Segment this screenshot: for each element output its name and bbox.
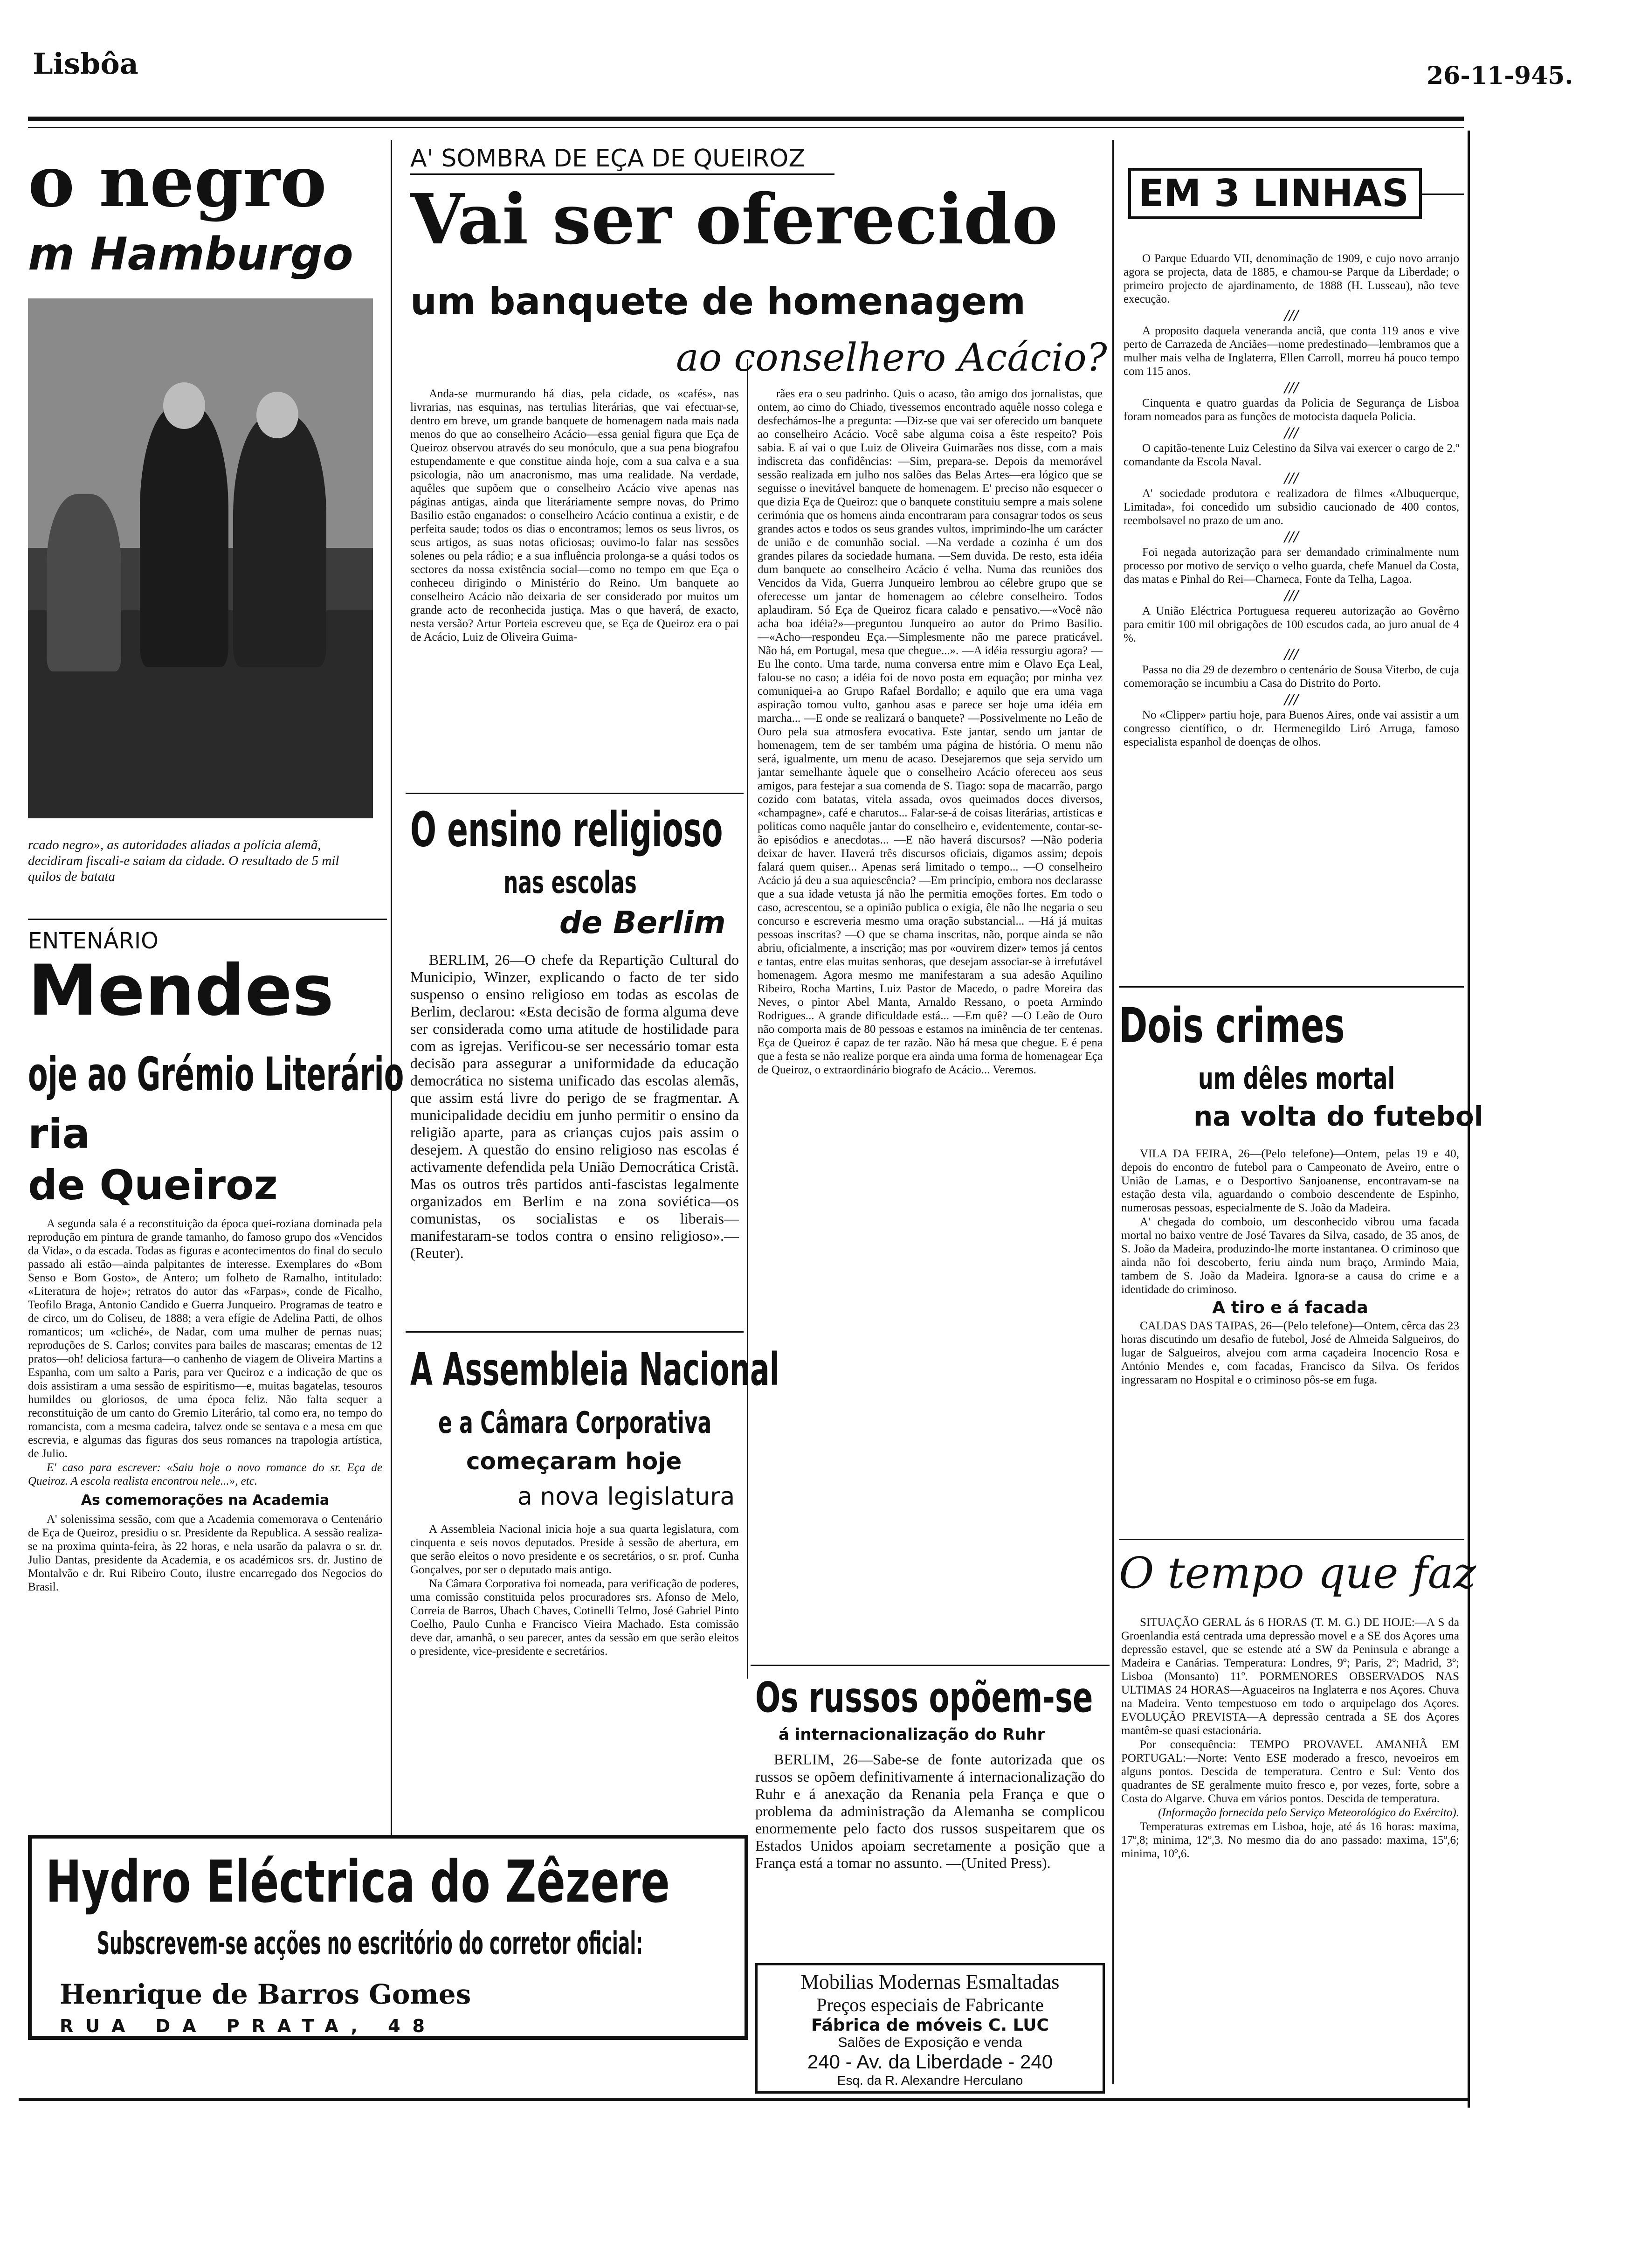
subheadline-berlim: de Berlim bbox=[559, 905, 726, 940]
column-rule bbox=[1112, 140, 1114, 2084]
em3linhas-item: Cinquenta e quatro guardas da Policia de Segurança de Lisboa foram nomeados para as funções de motocista daquela Policia. bbox=[1124, 397, 1459, 423]
photo-caption: rcado negro», as autoridades aliadas a polícia alemã, decidiram fiscali-e saiam da cidade. O resultado de 5 mil quilos de batata bbox=[28, 837, 339, 884]
subheadline-comecaram: começaram hoje bbox=[466, 1448, 682, 1475]
item-separator: /// bbox=[1284, 690, 1298, 709]
section-rule bbox=[28, 919, 387, 920]
subheadline-acacio: ao conselhero Acácio? bbox=[676, 336, 1107, 380]
news-photo bbox=[28, 298, 373, 818]
subheadline-ruhr: á internacionalização do Ruhr bbox=[779, 1725, 1045, 1744]
ad-mobilias bbox=[755, 1963, 1105, 2094]
item-separator: /// bbox=[1284, 378, 1298, 397]
left-top-headline: o negro bbox=[28, 141, 327, 223]
crimes-body: VILA DA FEIRA, 26—(Pelo telefone)—Ontem, pelas 19 e 40, depois do encontro de futebol para o Campeonato de Aveiro, entre o União de Lamas, e o Desportivo Sanjoanense, encontravam-se na estação desta vila, aguardando o comboio descendente de Espinho, numerosas pessoas, especialmente de S. João da Madeira. bbox=[1121, 1148, 1459, 1214]
ad-mobilias-line2: Fábrica de móveis C. LUC bbox=[811, 2016, 1049, 2035]
subheadline-camara: e a Câmara Corporativa bbox=[438, 1406, 712, 1440]
subheadline-futebol: na volta do futebol bbox=[1193, 1100, 1483, 1132]
crimes-body-2: A' chegada do comboio, um desconhecido vibrou uma facada mortal no baixo ventre de José Tavares da Silva, casado, de 35 anos, de S. João da Madeira, produzindo-lhe morte instantanea. O criminoso que ainda não foi descoberto, feriu ainda num braço, Armindo Maia, tambem de S. João da Madeira. Ignora-se a causa do crime e a identidade do criminoso. bbox=[1121, 1216, 1459, 1296]
section-rule bbox=[1119, 986, 1464, 988]
section-rule bbox=[1119, 1539, 1464, 1540]
ad-mobilias-line3: Salões de Exposição e venda bbox=[838, 2035, 1022, 2050]
banquete-text-2: rães era o seu padrinho. Quis o acaso, tão amigo dos jornalistas, que ontem, ao cimo do Chiado, tivessemos encontrado aquêle nosso colega e desfechámos-lhe a pregunta: —Diz-se que vai ser oferecido um banquete ao conselheiro Acácio. Você sabe alguma coisa a êste respeito? Pois sabia. E aí vai o que Luiz de Oliveira Guimarães nos disse, com a mais indiscreta das confidências: —Sim, prepara-se. Depois da memorável sessão realizada em julho nos salões das Belas Artes—era lógico que se seguisse o inevitável banquete de homenagem. E' preciso não esquecer o que dizia Eça de Queiroz: que o banquete constituiu sempre a mais solene cerimónia que os homens ainda encontraram para consagrar todos os seus grandes actos e todos os seus grandes vultos, imprimindo-lhe um carácter de união e de comunhão social. —Na verdade a cozinha é um dos grandes pilares da sociedade humana. —Sem duvida. De resto, esta idéia dum banquete ao conselheiro Acácio é velha. Numa das reuniões dos Vencidos da Vida, Guerra Junqueiro lembrou ao célebre grupo que se oferecesse um jantar de homenagem ao célebre conselheiro. Todos aplaudiram. Só Eça de Queiroz ficara calado e pensativo.—«Você não acha boa idéia?»—preguntou Junqueiro ao autor do Primo Basilio.—«Acho—respondeu Eça.—Simplesmente não me parece praticável. Não há, em Portugal, mesa que chegue...». —A idéia ressurgiu agora? —Eu lhe conto. Uma tarde, numa conversa entre mim e Olavo Eça Leal, falou-se no caso; a idéia foi de novo posta em equação; por minha vez comuniquei-a ao Grupo Rafael Bordallo; e aquilo que era uma vaga aspiração tomou vulto, ganhou asas e parece ser hoje uma idéia em marcha... —E onde se realizará o banquete? —Possivelmente no Leão de Ouro pela sua atmosfera evocativa. Este jantar, sendo um jantar de homenagem, tem de ser também uma página de história. O menu não será, igualmente, um menu de acaso. Desejaremos que seja servido um jantar semelhante àquele que o conselheiro Acácio ofereceu aos seus amigos, para festejar a sua comenda de S. Tiago: sopa de macarrão, pargo cozido com batatas, vitela assada, ovos queimados doces diversos, «champagne», café e charutos... Falar-se-á de coisas literárias, artisticas e politicas como naquêle jantar do conselheiro e, evidentemente, contar-se-ão episódios e anecdotas... —E não haverá discursos? —Não poderia deixar de haver. Haverá três discursos oficiais, digamos assim; depois falará quem quiser... Apenas será limitado o tempo... —O conselheiro Acácio já deu a sua aquiescência? —Em princípio, embora nos declarasse que a sua idade vetusta já não lhe permitia emoções fortes. Em todo o caso, acrescentou, se a opinião publica o exigia, êle não lhe negaria o seu concurso e escreveria mesmo uma oração substancial... —Há já muitas pessoas inscritas? —O que se chama inscritas, não, porque ainda se não abriu, oficialmente, a inscrição; mas por «ouvirem dizer» temos já centos e tantas, entre elas muitas senhoras, que desejam associar-se à irrefutável homenagem. Agora mesmo me manifestaram a sua adesão Aquilino Ribeiro, Rocha Martins, Luiz Pastor de Macedo, o padre Moreira das Neves, o pintor Abel Manta, Arnaldo Ressano, o poeta Armindo Rodrigues... A grande dificuldade está... —Em quê? —O Leão de Ouro não comporta mais de 80 pessoas e estamos na iminência de ter centenas. Eça de Queiroz é capaz de ter razão. Não há mesa que chegue. E é pena que a festa se não realize porque era ainda uma forma de homenagear Eça de Queiroz, o extraordinário biografo de Acácio... Veremos. bbox=[758, 387, 1103, 1076]
headline-gremio: oje ao Grémio Literário bbox=[28, 1047, 404, 1101]
tempo-body: SITUAÇÃO GERAL ás 6 HORAS (T. M. G.) DE HOJE:—A S da Groenlandia está centrada uma depressão movel e a SE dos Açores uma depressão estavel, que se estende até a SW da Peninsula e abrange a Madeira e Canárias. Temperatura: Londres, 9º; Paris, 2º; Madrid, 3º; Lisboa (Monsanto) 11º. PORMENORES OBSERVADOS NAS ULTIMAS 24 HORAS—Aguaceiros na Inglaterra e nos Açores. Chuva na Madeira. Vento tempestuoso em todo o arquipelago dos Açores. EVOLUÇÃO PREVISTA—A depressão centrada a SE dos Açores mantêm-se quasi estacionária. bbox=[1121, 1616, 1459, 1737]
em3linhas-title: EM 3 LINHAS bbox=[1138, 172, 1409, 215]
crimes-body-3: CALDAS DAS TAIPAS, 26—(Pelo telefone)—Ontem, cêrca das 23 horas discutindo um desafio de futebol, José de Almeida Salgueiros, do lugar de Salgueiros, alvejou com arma caçadeira Inocencio Rosa e António Mendes e, com facadas, Francisco da Silva. Os feridos ingressaram no Hospital e o criminoso pôs-se em fuga. bbox=[1121, 1320, 1459, 1386]
kicker-centenario: ENTENÁRIO bbox=[28, 928, 159, 954]
em3linhas-item: A União Eléctrica Portuguesa requereu autorização ao Govêrno para emitir 100 mil obrigações de 100 escudos cada, ao juro anual de 4 %. bbox=[1124, 605, 1459, 644]
crimes-subhead: A tiro e á facada bbox=[1212, 1298, 1368, 1317]
page-bottom-rule bbox=[19, 2098, 1469, 2101]
em3linhas-item: A' sociedade produtora e realizadora de filmes «Albuquerque, Limitada», foi concedido um subsidio caucionado de 400 contos, reembolsavel no prazo de um ano. bbox=[1124, 487, 1459, 527]
item-separator: /// bbox=[1284, 527, 1298, 546]
headline-russos: Os russos opõem-se bbox=[755, 1674, 1093, 1722]
tempo-article bbox=[1121, 1616, 1459, 2087]
column-rule bbox=[747, 359, 748, 1679]
subheadline-banquete: um banquete de homenagem bbox=[410, 280, 1026, 323]
em3linhas-item: Passa no dia 29 de dezembro o centenário de Sousa Viterbo, de cuja comemoração se incumbiu a Casa do Distrito do Porto. bbox=[1124, 664, 1459, 690]
tempo-body-3: Temperaturas extremas em Lisboa, hoje, até ás 16 horas: maxima, 17º,8; minima, 12º,3. No mesmo dia do ano passado: maxima, 15º,6; minima, 10º,6. bbox=[1121, 1820, 1459, 1860]
item-separator: /// bbox=[1284, 423, 1298, 442]
em3linhas-list bbox=[1124, 252, 1459, 984]
headline-queiroz: de Queiroz bbox=[28, 1161, 278, 1209]
ad-hydro-line2: Henrique de Barros Gomes bbox=[60, 1978, 471, 2010]
academia-body: A' solenissima sessão, com que a Academia comemorava o Centenário de Eça de Queiroz, presidiu o sr. Presidente da Republica. A sessão realiza-se na proxima quinta-feira, às 22 horas, e nela usarão da palavra o sr. dr. Julio Dantas, presidente da Academia, e os académicos srs. dr. Justino de Montalvão e dr. Rui Ribeiro Couto, ilustre encarregado dos Negocios do Brasil. bbox=[28, 1513, 382, 1593]
banquete-col-1 bbox=[410, 387, 739, 786]
headline-ria: ria bbox=[28, 1110, 90, 1158]
ensino-body: BERLIM, 26—O chefe da Repartição Cultural do Municipio, Winzer, explicando o facto de ter sido suspenso o ensino religioso em todas as escolas de Berlim, declarou: «Esta decisão de forma alguma deve ser considerada como uma atitude de hostilidade para com as igrejas. Verificou-se ser necessário tomar esta decisão para assegurar a uniformidade da educação democrática no sistema unificado das escolas alemãs, que assim está livre do perigo de se fragmentar. A municipalidade decidiu em junho permitir o ensino da religião aparte, para as crianças cujos pais assim o desejem. A questão do ensino religioso nas escolas é activamente defendida pela União Democrática Cristã. Mas os outros três partidos anti-fascistas legalmente organizados em Berlim e na zona soviética—os comunistas, os socialistas e os liberais—manifestaram-se todos contra o ensino religioso».—(Reuter). bbox=[410, 951, 739, 1261]
subheadline-legislatura: a nova legislatura bbox=[517, 1483, 735, 1511]
item-separator: /// bbox=[1284, 586, 1298, 605]
issue-date: 26-11-945. bbox=[1427, 62, 1573, 90]
ad-hydro-electrica bbox=[28, 1835, 748, 2040]
headline-mendes: Mendes bbox=[28, 950, 334, 1031]
subheadline-mortal: um dêles mortal bbox=[1198, 1061, 1395, 1096]
ad-hydro-title: Hydro Eléctrica do Zêzere bbox=[46, 1848, 670, 1915]
em3linhas-item: A proposito daquela veneranda anciã, que conta 119 anos e vive perto de Carrazeda de Anciães—nome predestinado—lembramos que a mulher mais velha de Inglaterra, Ellen Carroll, morreu há pouco tempo com 115 anos. bbox=[1124, 325, 1459, 378]
assembleia-body-2: Na Câmara Corporativa foi nomeada, para verificação de poderes, uma comissão constituida pelos procuradores srs. Afonso de Melo, Correia de Barros, Ubach Chaves, Cotinelli Telmo, José Gabriel Pinto Coelho, Paulo Cunha e Francisco Vieira Machado. Esta comissão deve dar, amanhã, o seu parecer, antes da sessão em que serão eleitos o presidente, vice-presidente e secretários. bbox=[410, 1577, 739, 1658]
section-rule bbox=[751, 1665, 1110, 1666]
ad-mobilias-line1: Preços especiais de Fabricante bbox=[816, 1994, 1044, 2015]
newspaper-title: Lisbôa bbox=[33, 47, 138, 81]
tempo-source: (Informação fornecida pelo Serviço Meteorológico do Exército). bbox=[1158, 1806, 1459, 1819]
column-rule bbox=[391, 140, 392, 1837]
subheadline-escolas: nas escolas bbox=[503, 865, 637, 901]
masthead-rule-thin bbox=[28, 127, 1464, 128]
ad-mobilias-line4: 240 - Av. da Liberdade - 240 bbox=[807, 2051, 1053, 2073]
em3linhas-item: O Parque Eduardo VII, denominação de 1909, e cujo novo arranjo agora se projecta, data de 1885, e chamou-se Parque da Liberdade; o primeiro projecto de ajardinamento, de 1888 (H. Lusseau), não teve execução. bbox=[1124, 252, 1459, 305]
ad-mobilias-line5: Esq. da R. Alexandre Herculano bbox=[837, 2073, 1023, 2088]
item-separator: /// bbox=[1284, 645, 1298, 664]
headline-assembleia: A Assembleia Nacional bbox=[410, 1343, 779, 1396]
item-separator: /// bbox=[1284, 469, 1298, 487]
crimes-article bbox=[1121, 1147, 1459, 1520]
headline-tempo: O tempo que faz bbox=[1119, 1548, 1476, 1598]
tempo-body-2: Por consequência: TEMPO PROVAVEL AMANHÃ EM PORTUGAL:—Norte: Vento ESE moderado a fresco, nevoeiros em alguns pontos. Descida de temperatura. Centro e Sul: Vento dos quadrantes de SE geralmente muito fresco e, por vezes, forte, sobre a Costa do Algarve. Chuva em vários pontos. Descida de temperatura. bbox=[1121, 1738, 1459, 1805]
russos-body: BERLIM, 26—Sabe-se de fonte autorizada que os russos se opõem definitivamente á internacionalização do Ruhr e á anexação da Renania pela França e que o problema da administração da Alemanha se complicou enormemente pelo facto dos russos suspeitarem que os Estados Unidos apoiam secretamente a posição que a França está a tomar no assunto. —(United Press). bbox=[755, 1751, 1105, 1871]
banquete-text-1: Anda-se murmurando há dias, pela cidade, os «cafés», nas livrarias, nas esquinas, nas tertulias literárias, que vai efectuar-se, dentro em breve, um grande banquete de homenagem nada mais nada menos do que ao conselheiro Acácio—essa genial figura que Eça de Queiroz observou através do seu monóculo, que a sua pena biografou estupendamente e que constitue ainda hoje, com a sua calva e a sua psicologia, não um anacronismo, mas uma realidade. Na verdade, aquêles que supõem que o conselheiro Acácio vive apenas nas páginas antigas, ainda que literáriamente sempre novas, do Primo Basilio estão enganados: o conselheiro Acácio continua a existir, e de perfeita saude; todos os dias o encontramos; lemos os seus livros, os seus artigos, as suas notas oficiosas; ouvimo-lo falar nas sessões solenes ou pela rádio; e a sua influência prolonga-se a quási todos os sectores da nossa existência social—como no tempo em que Eça o conheceu dirigindo o Ministério do Reino. Um banquete ao conselheiro Acácio não deixaria de ser considerado por muitos um grande acto de reconhecida justiça. Mas o que haverá, de exacto, nesta versão? Artur Porteia escreveu que, se Eça de Queiroz era o pai de Acácio, Luiz de Oliveira Guima- bbox=[410, 387, 739, 643]
kicker-eca: A' SOMBRA DE EÇA DE QUEIROZ bbox=[410, 145, 805, 173]
ad-mobilias-title: Mobilias Modernas Esmaltadas bbox=[800, 1971, 1060, 1993]
ad-hydro-line1: Subscrevem-se acções no escritório do corretor oficial: bbox=[97, 1925, 643, 1962]
masthead-rule bbox=[28, 117, 1464, 121]
centenario-body-2: E' caso para escrever: «Saiu hoje o novo romance do sr. Eça de Queiroz. A escola realista encontrou nele...», etc. bbox=[28, 1461, 382, 1487]
section-rule bbox=[406, 1331, 744, 1333]
ad-hydro-line3: RUA DA PRATA, 48 bbox=[60, 2016, 437, 2036]
em3linhas-item: No «Clipper» partiu hoje, para Buenos Aires, onde vai assistir a um congresso científico, o dr. Hermenegildo Liró Arruga, famoso especialista espanhol de doenças de olhos. bbox=[1124, 709, 1459, 748]
em3linhas-title-box bbox=[1128, 168, 1422, 219]
assembleia-article bbox=[410, 1522, 739, 1802]
banquete-col-2 bbox=[758, 387, 1103, 1655]
em3linhas-item: Foi negada autorização para ser demandado criminalmente num processo por motivo de serviço o velho guarda, chefe Manuel da Costa, das matas e Pinhal do Rei—Charneca, Fonte da Telha, Lagoa. bbox=[1124, 546, 1459, 586]
item-separator: /// bbox=[1284, 306, 1298, 325]
russos-article bbox=[755, 1751, 1105, 1947]
headline-ensino: O ensino religioso bbox=[410, 802, 723, 858]
academia-subhead: As comemorações na Academia bbox=[81, 1492, 330, 1508]
kicker-underline bbox=[410, 173, 834, 175]
em3linhas-item: O capitão-tenente Luiz Celestino da Silva vai exercer o cargo de 2.º comandante da Escola Naval. bbox=[1124, 442, 1459, 468]
centenario-body: A segunda sala é a reconstituição da época quei-roziana dominada pela reprodução em pintura de grande tamanho, do famoso grupo dos «Vencidos da Vida», o da escada. Todas as figuras e acontecimentos do final do seculo passado ali estão—ainda palpitantes de interesse. Exemplares do «Bom Senso e Bom Gosto», de Antero; um folheto de Ramalho, intitulado: «Literatura de hoje»; retratos do autor das «Farpas», conde de Ficalho, Teofilo Braga, Antonio Candido e Guerra Junqueiro. Programas de teatro e de circo, um do Coliseu, de 1888; a vera efígie de Adelina Patti, de olhos romanticos; um «cliché», de Nadar, com uma mulher de pernas nuas; reproduções de S. Carlos; convites para bailes de mascaras; ementas de 12 pratos—oh! deliciosa fartura—o canhenho de viagem de Oliveira Martins a Espanha, com um salto a Paris, para ver Queiroz e a indicação de que os dois assistiram a uma sessão de espiritismo—e, muitas bagatelas, tesouros humildes ou gloriosos, de uma época feliz. Não falta sequer a reconstituição de um canto do Gremio Literário, tal como era, no tempo do romancista, com a mesma cadeira, talvez onde se sentava e a mesa em que escrevia, e algumas das figuras dos seus romances na trapologia artística, de Julio. bbox=[28, 1217, 382, 1460]
headline-dois-crimes: Dois crimes bbox=[1119, 998, 1345, 1054]
ensino-article bbox=[410, 951, 739, 1324]
section-rule bbox=[406, 793, 744, 794]
title-rule bbox=[1422, 194, 1464, 195]
assembleia-body: A Assembleia Nacional inicia hoje a sua quarta legislatura, com cinquenta e seis novos deputados. Preside à sessão de abertura, em que serão eleitos o novo presidente e os secretários, o sr. prof. Cunha Gonçalves, por ser o deputado mais antigo. bbox=[410, 1523, 739, 1576]
centenario-article bbox=[28, 1217, 382, 1805]
left-top-subheadline: m Hamburgo bbox=[28, 228, 353, 280]
headline-vai-ser-oferecido: Vai ser oferecido bbox=[410, 179, 1058, 260]
